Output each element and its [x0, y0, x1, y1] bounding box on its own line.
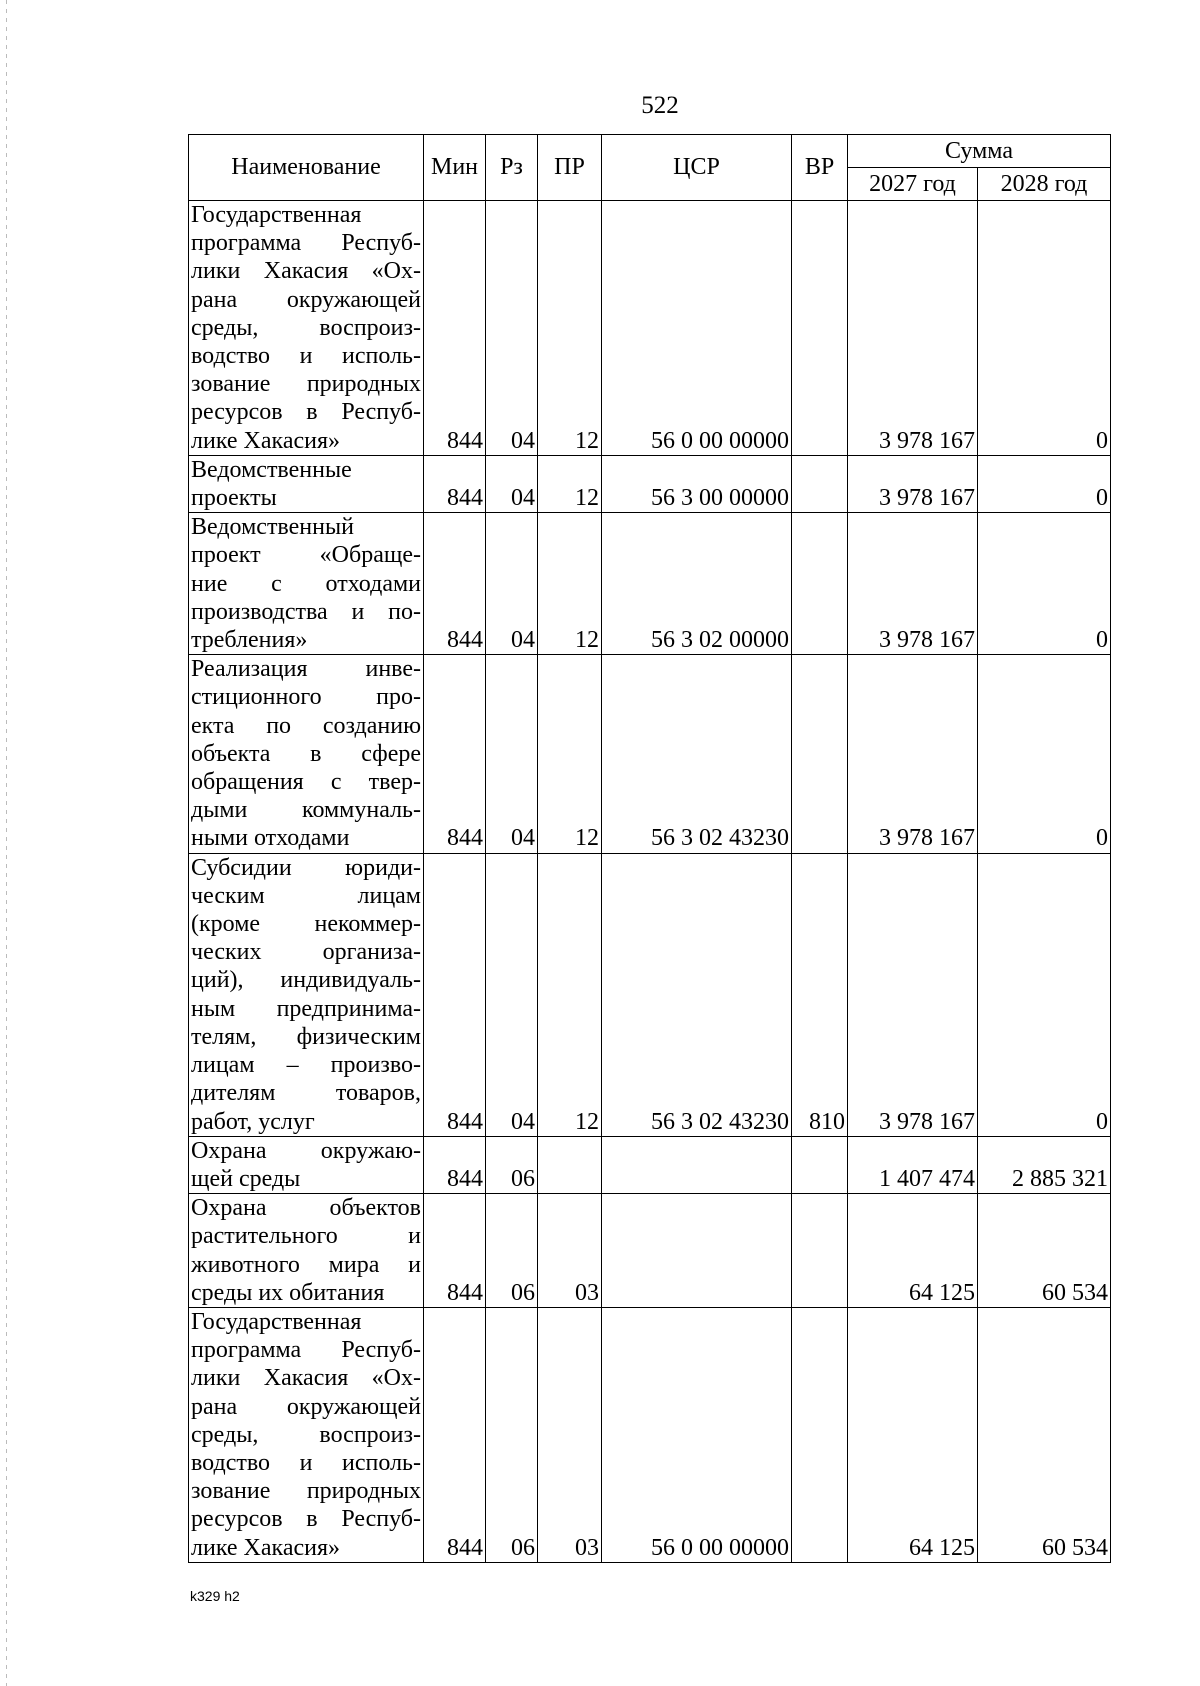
row-name-line: ций), индивидуаль- — [191, 967, 421, 994]
row-csr: 56 0 00 00000 — [602, 201, 792, 456]
row-min: 844 — [424, 1194, 486, 1308]
row-pr: 12 — [538, 455, 602, 512]
row-name — [189, 1194, 424, 1308]
row-name — [189, 1307, 424, 1562]
table-row — [189, 853, 1111, 1136]
row-name-line: екта по созданию — [191, 712, 421, 739]
row-vr — [792, 655, 848, 853]
table-row — [189, 1136, 1111, 1193]
table-header — [189, 135, 1111, 201]
row-name-line: программа Респуб- — [191, 1337, 421, 1364]
row-name-line: производства и по- — [191, 598, 421, 625]
row-sum-2027: 3 978 167 — [848, 853, 978, 1136]
row-name-line: водство и исполь- — [191, 343, 421, 370]
header-csr: ЦСР — [602, 135, 792, 201]
row-csr: 56 3 00 00000 — [602, 455, 792, 512]
row-csr: 56 3 02 43230 — [602, 853, 792, 1136]
table-row — [189, 455, 1111, 512]
budget-table — [188, 134, 1111, 1563]
row-rz: 04 — [486, 201, 538, 456]
header-year-2028: 2028 год — [978, 168, 1111, 201]
header-vr: ВР — [792, 135, 848, 201]
row-rz: 04 — [486, 455, 538, 512]
row-name-line: Реализация инве- — [191, 656, 421, 683]
row-name-line: животного мира и — [191, 1251, 421, 1278]
row-name-line: дыми коммуналь- — [191, 797, 421, 824]
row-sum-2027: 3 978 167 — [848, 655, 978, 853]
row-name-line: дителям товаров, — [191, 1080, 421, 1107]
row-name-line: (кроме некоммер- — [191, 911, 421, 938]
row-sum-2027: 64 125 — [848, 1307, 978, 1562]
row-name-line: объекта в сфере — [191, 740, 421, 767]
row-name-line: лицам – произво- — [191, 1052, 421, 1079]
row-name — [189, 853, 424, 1136]
table-row — [189, 1194, 1111, 1308]
row-name-line: ными отходами — [191, 825, 350, 852]
row-vr — [792, 1136, 848, 1193]
row-vr — [792, 201, 848, 456]
row-name-line: зование природных — [191, 1478, 421, 1505]
row-name — [189, 513, 424, 655]
row-name-line: требления» — [191, 627, 308, 654]
row-name-line: стиционного про- — [191, 684, 421, 711]
row-rz: 04 — [486, 655, 538, 853]
row-name-line: среды, воспроиз- — [191, 1421, 421, 1448]
page-edge-artifact — [6, 0, 7, 1686]
row-sum-2027: 1 407 474 — [848, 1136, 978, 1193]
row-min: 844 — [424, 455, 486, 512]
header-min: Мин — [424, 135, 486, 201]
row-name-line: обращения с твер- — [191, 769, 421, 796]
row-name-line: среды их обитания — [191, 1279, 385, 1306]
row-sum-2027: 3 978 167 — [848, 455, 978, 512]
row-min: 844 — [424, 1136, 486, 1193]
table-body — [189, 201, 1111, 1563]
row-rz: 06 — [486, 1194, 538, 1308]
row-name-line: зование природных — [191, 371, 421, 398]
row-name-line: Охрана объектов — [191, 1195, 421, 1222]
row-csr — [602, 1194, 792, 1308]
row-name-line: работ, услуг — [191, 1108, 315, 1135]
row-name-line: щей среды — [191, 1165, 301, 1192]
row-csr — [602, 1136, 792, 1193]
row-vr — [792, 1194, 848, 1308]
header-sum: Сумма — [848, 135, 1111, 168]
footer-code: k329 h2 — [190, 1588, 240, 1604]
row-vr — [792, 1307, 848, 1562]
table-row — [189, 1307, 1111, 1562]
row-name-line: рана окружающей — [191, 286, 421, 313]
row-name-line: проект «Обраще- — [191, 542, 421, 569]
row-sum-2028: 0 — [978, 655, 1111, 853]
row-name-line: лике Хакасия» — [191, 427, 341, 454]
row-min: 844 — [424, 513, 486, 655]
header-name: Наименование — [189, 135, 424, 201]
row-name-line: ресурсов в Респуб- — [191, 1506, 421, 1533]
row-sum-2028: 60 534 — [978, 1307, 1111, 1562]
row-name-line: Государственная — [191, 1308, 362, 1335]
row-vr — [792, 455, 848, 512]
row-pr: 03 — [538, 1307, 602, 1562]
row-rz: 04 — [486, 853, 538, 1136]
row-sum-2028: 0 — [978, 853, 1111, 1136]
row-name-line: среды, воспроиз- — [191, 314, 421, 341]
header-rz: Рз — [486, 135, 538, 201]
row-vr — [792, 513, 848, 655]
row-sum-2028: 0 — [978, 513, 1111, 655]
row-name-line: лики Хакасия «Ох- — [191, 1365, 421, 1392]
row-name-line: программа Респуб- — [191, 230, 421, 257]
row-name-line: Охрана окружаю- — [191, 1137, 421, 1164]
row-sum-2027: 3 978 167 — [848, 513, 978, 655]
row-name-line: ресурсов в Респуб- — [191, 399, 421, 426]
row-name-line: ческим лицам — [191, 882, 421, 909]
row-sum-2028: 2 885 321 — [978, 1136, 1111, 1193]
row-min: 844 — [424, 201, 486, 456]
row-name-line: проекты — [191, 485, 277, 512]
row-name-line: лике Хакасия» — [191, 1534, 341, 1561]
row-name-line: Ведомственные — [191, 456, 352, 483]
row-name-line: Субсидии юриди- — [191, 854, 421, 881]
row-name-line: Ведомственный — [191, 514, 354, 541]
row-rz: 06 — [486, 1307, 538, 1562]
row-pr: 12 — [538, 853, 602, 1136]
row-pr: 03 — [538, 1194, 602, 1308]
row-sum-2028: 0 — [978, 201, 1111, 456]
row-min: 844 — [424, 853, 486, 1136]
row-csr: 56 3 02 00000 — [602, 513, 792, 655]
row-name — [189, 455, 424, 512]
row-name-line: лики Хакасия «Ох- — [191, 258, 421, 285]
table-row — [189, 513, 1111, 655]
row-vr: 810 — [792, 853, 848, 1136]
row-name-line: ческих организа- — [191, 939, 421, 966]
table-row — [189, 655, 1111, 853]
row-csr: 56 3 02 43230 — [602, 655, 792, 853]
row-csr: 56 0 00 00000 — [602, 1307, 792, 1562]
row-sum-2028: 60 534 — [978, 1194, 1111, 1308]
row-rz: 06 — [486, 1136, 538, 1193]
row-min: 844 — [424, 1307, 486, 1562]
row-pr: 12 — [538, 513, 602, 655]
row-pr — [538, 1136, 602, 1193]
table-row — [189, 201, 1111, 456]
row-sum-2027: 3 978 167 — [848, 201, 978, 456]
row-name — [189, 201, 424, 456]
header-pr: ПР — [538, 135, 602, 201]
row-name-line: водство и исполь- — [191, 1449, 421, 1476]
row-name-line: рана окружающей — [191, 1393, 421, 1420]
row-min: 844 — [424, 655, 486, 853]
row-name-line: ние с отходами — [191, 570, 421, 597]
row-sum-2028: 0 — [978, 455, 1111, 512]
row-name-line: телям, физическим — [191, 1023, 421, 1050]
row-pr: 12 — [538, 201, 602, 456]
row-name-line: Государственная — [191, 202, 362, 228]
row-name-line: ным предпринима- — [191, 995, 421, 1022]
header-year-2027: 2027 год — [848, 168, 978, 201]
row-name — [189, 1136, 424, 1193]
page-number: 522 — [641, 92, 679, 119]
row-pr: 12 — [538, 655, 602, 853]
row-rz: 04 — [486, 513, 538, 655]
row-sum-2027: 64 125 — [848, 1194, 978, 1308]
row-name-line: растительного и — [191, 1223, 421, 1250]
row-name — [189, 655, 424, 853]
